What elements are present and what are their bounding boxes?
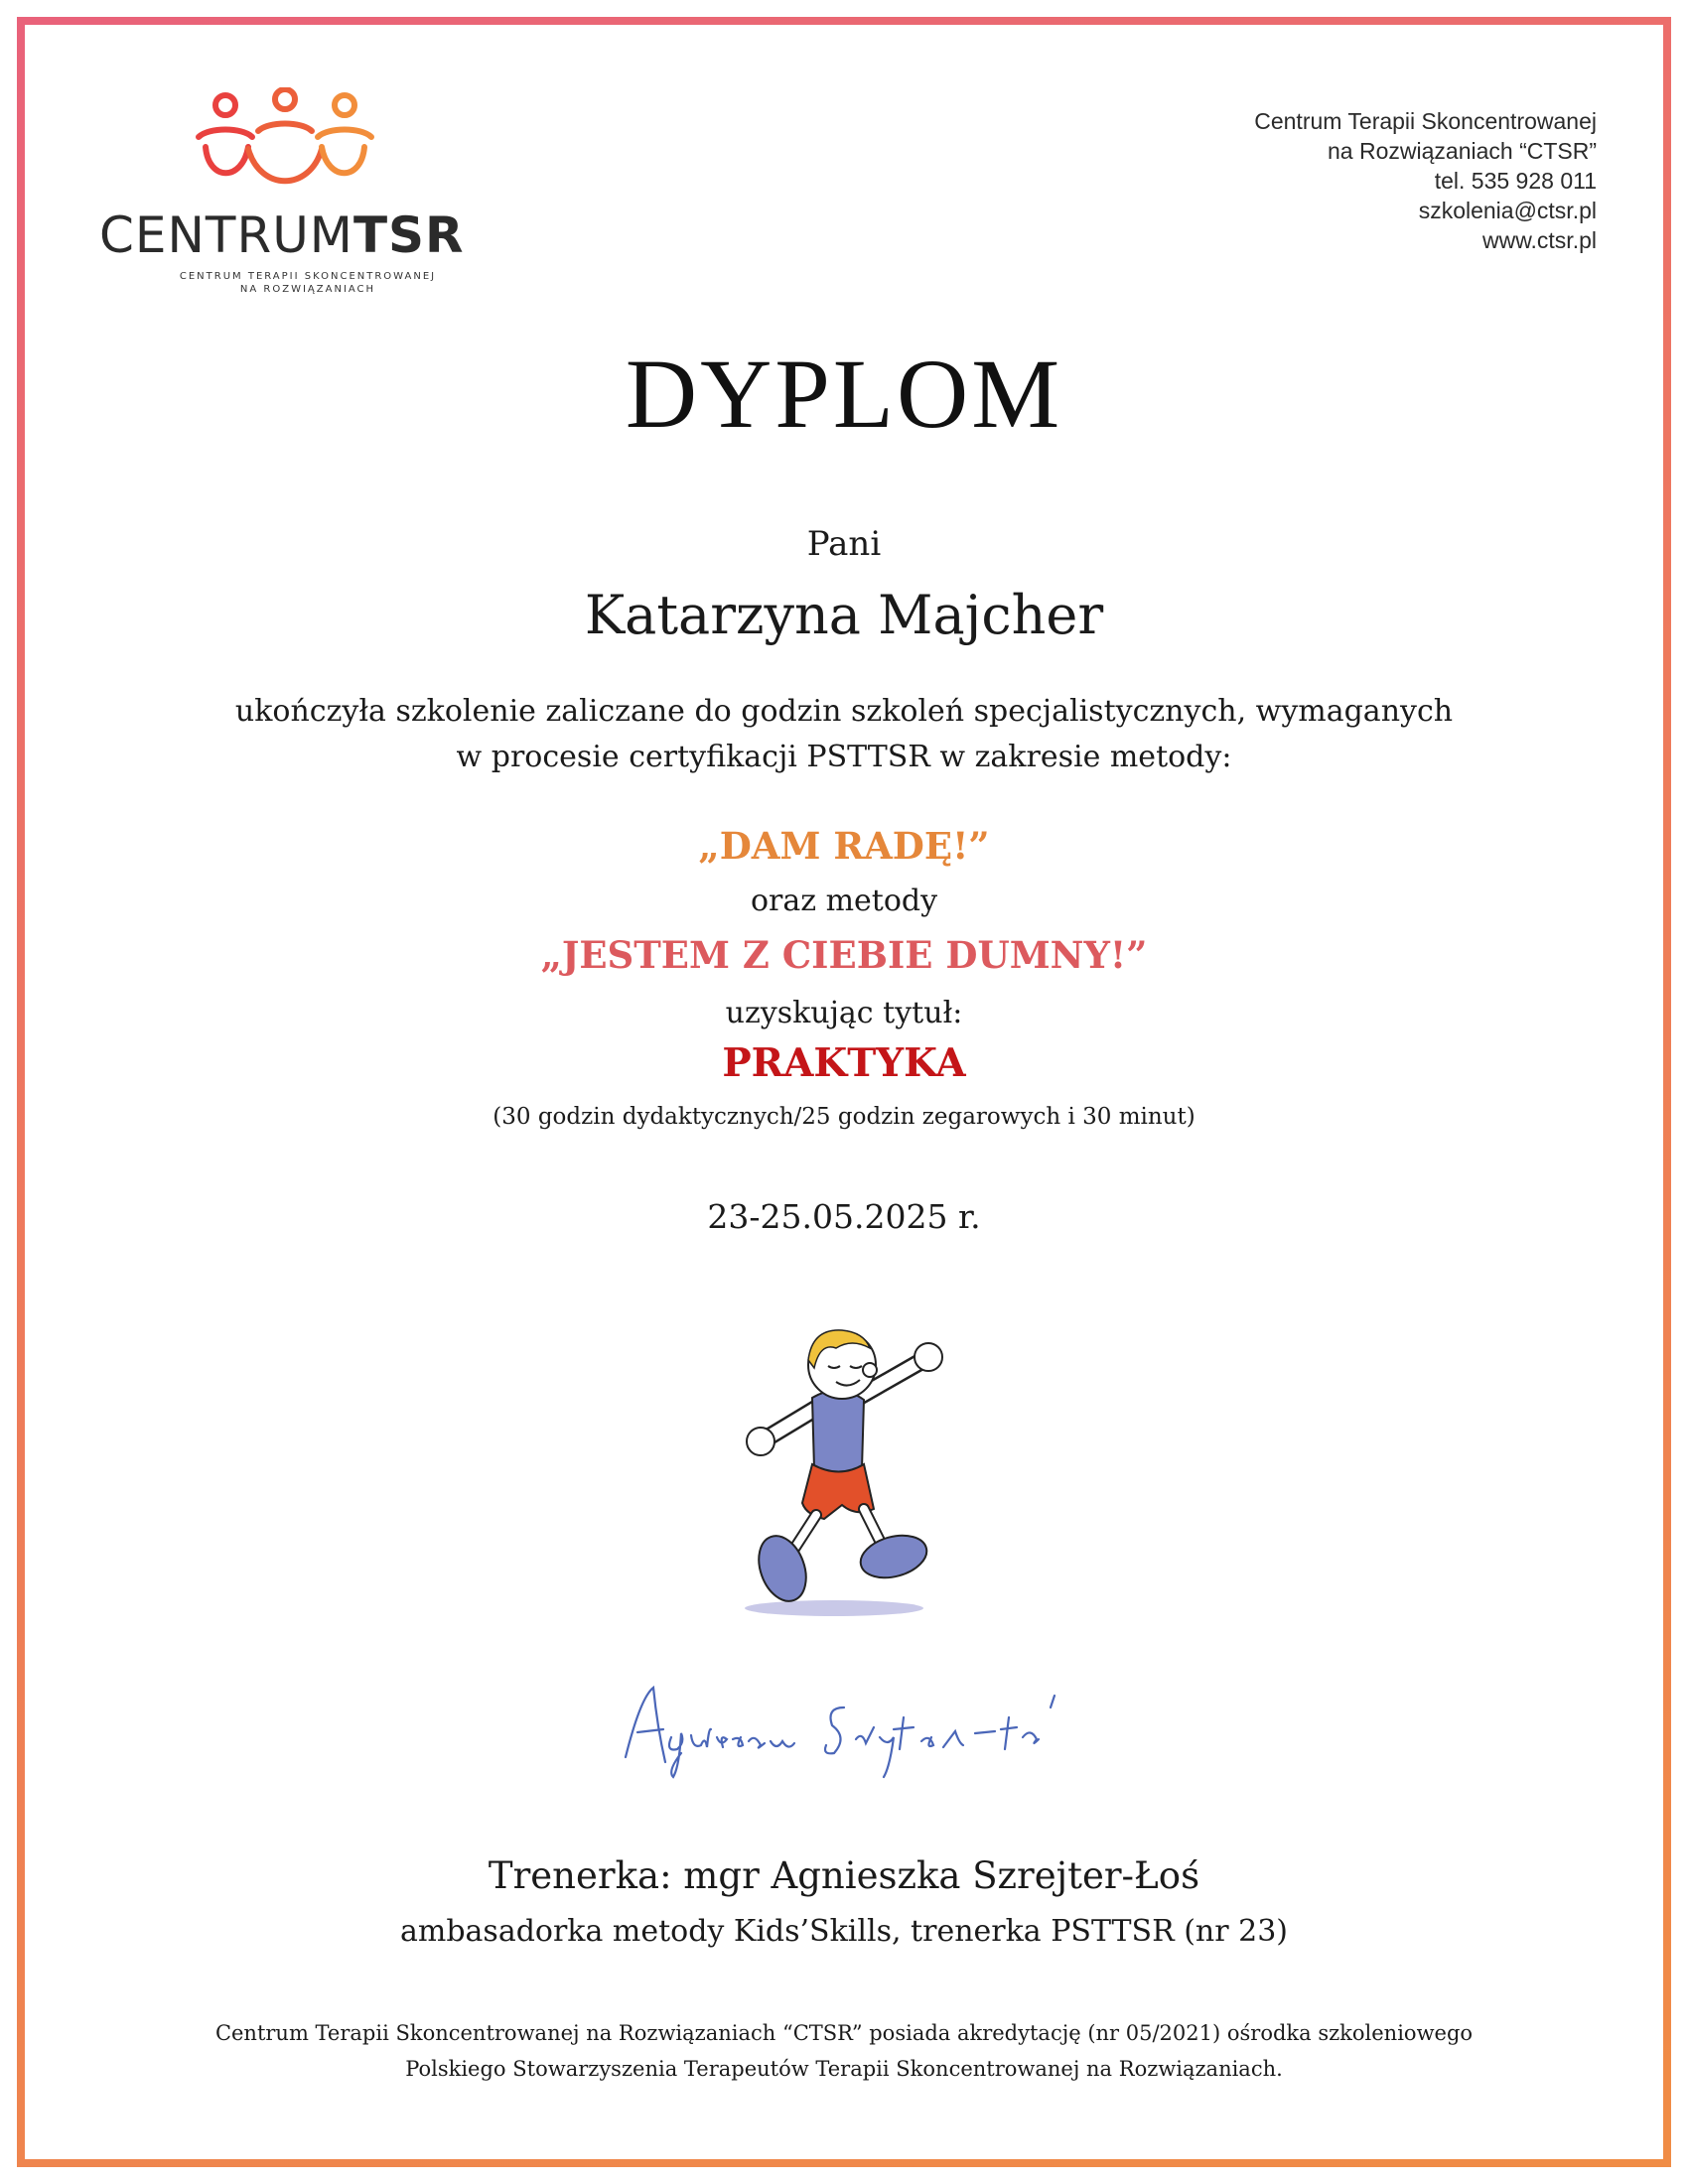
jumping-boy-icon [725, 1320, 963, 1618]
method-jestem-z-ciebie-dumny: „JESTEM Z CIEBIE DUMNY!” [540, 933, 1148, 977]
trainer-role: ambasadorka metody Kids’Skills, trenerka PSTTSR (nr 23) [400, 1914, 1288, 1949]
recipient-name: Katarzyna Majcher [584, 584, 1104, 646]
conjunction-text: oraz metody [750, 884, 938, 918]
logo-wordmark: CENTRUMTSR [99, 206, 465, 264]
title-label: uzyskując tytuł: [725, 996, 963, 1030]
phone-number: tel. 535 928 011 [1434, 168, 1597, 194]
organization-name: Centrum Terapii Skoncentrowanej [1254, 108, 1597, 134]
signature-icon [606, 1668, 1082, 1787]
course-hours: (30 godzin dydaktycznych/25 godzin zegarowych i 30 minut) [492, 1104, 1196, 1130]
method-dam-rade: „DAM RADĘ!” [698, 824, 990, 868]
description: ukończyła szkolenie zaliczane do godzin szkoleń specjalistycznych, wymaganych w procesie certyfikacji PSTTSR w zakresie metody: [234, 694, 1454, 774]
centrum-tsr-logo [99, 87, 477, 326]
salutation: Pani [806, 524, 882, 564]
earned-title: PRAKTYKA [722, 1040, 966, 1086]
organization-name-2: na Rozwiązaniach “CTSR” [1328, 138, 1597, 164]
website-link[interactable]: www.ctsr.pl [1481, 227, 1597, 253]
email-link[interactable]: szkolenia@ctsr.pl [1418, 198, 1597, 223]
course-date: 23-25.05.2025 r. [707, 1197, 981, 1236]
contact-block [1254, 106, 1597, 255]
three-people-icon [191, 87, 379, 197]
logo-subtitle: CENTRUM TERAPII SKONCENTROWANEJ NA ROZWIĄZANIACH [179, 271, 437, 295]
diploma-title: DYPLOM [625, 339, 1063, 449]
trainer-name: Trenerka: mgr Agnieszka Szrejter-Łoś [488, 1854, 1200, 1897]
accreditation-footer: Centrum Terapii Skoncentrowanej na Rozwiązaniach “CTSR” posiada akredytację (nr 05/2021) ośrodka szkoleniowego Polskiego Stowarzyszenia Terapeutów Terapii Skoncentrowanej na Rozwiązaniach. [214, 2021, 1474, 2081]
